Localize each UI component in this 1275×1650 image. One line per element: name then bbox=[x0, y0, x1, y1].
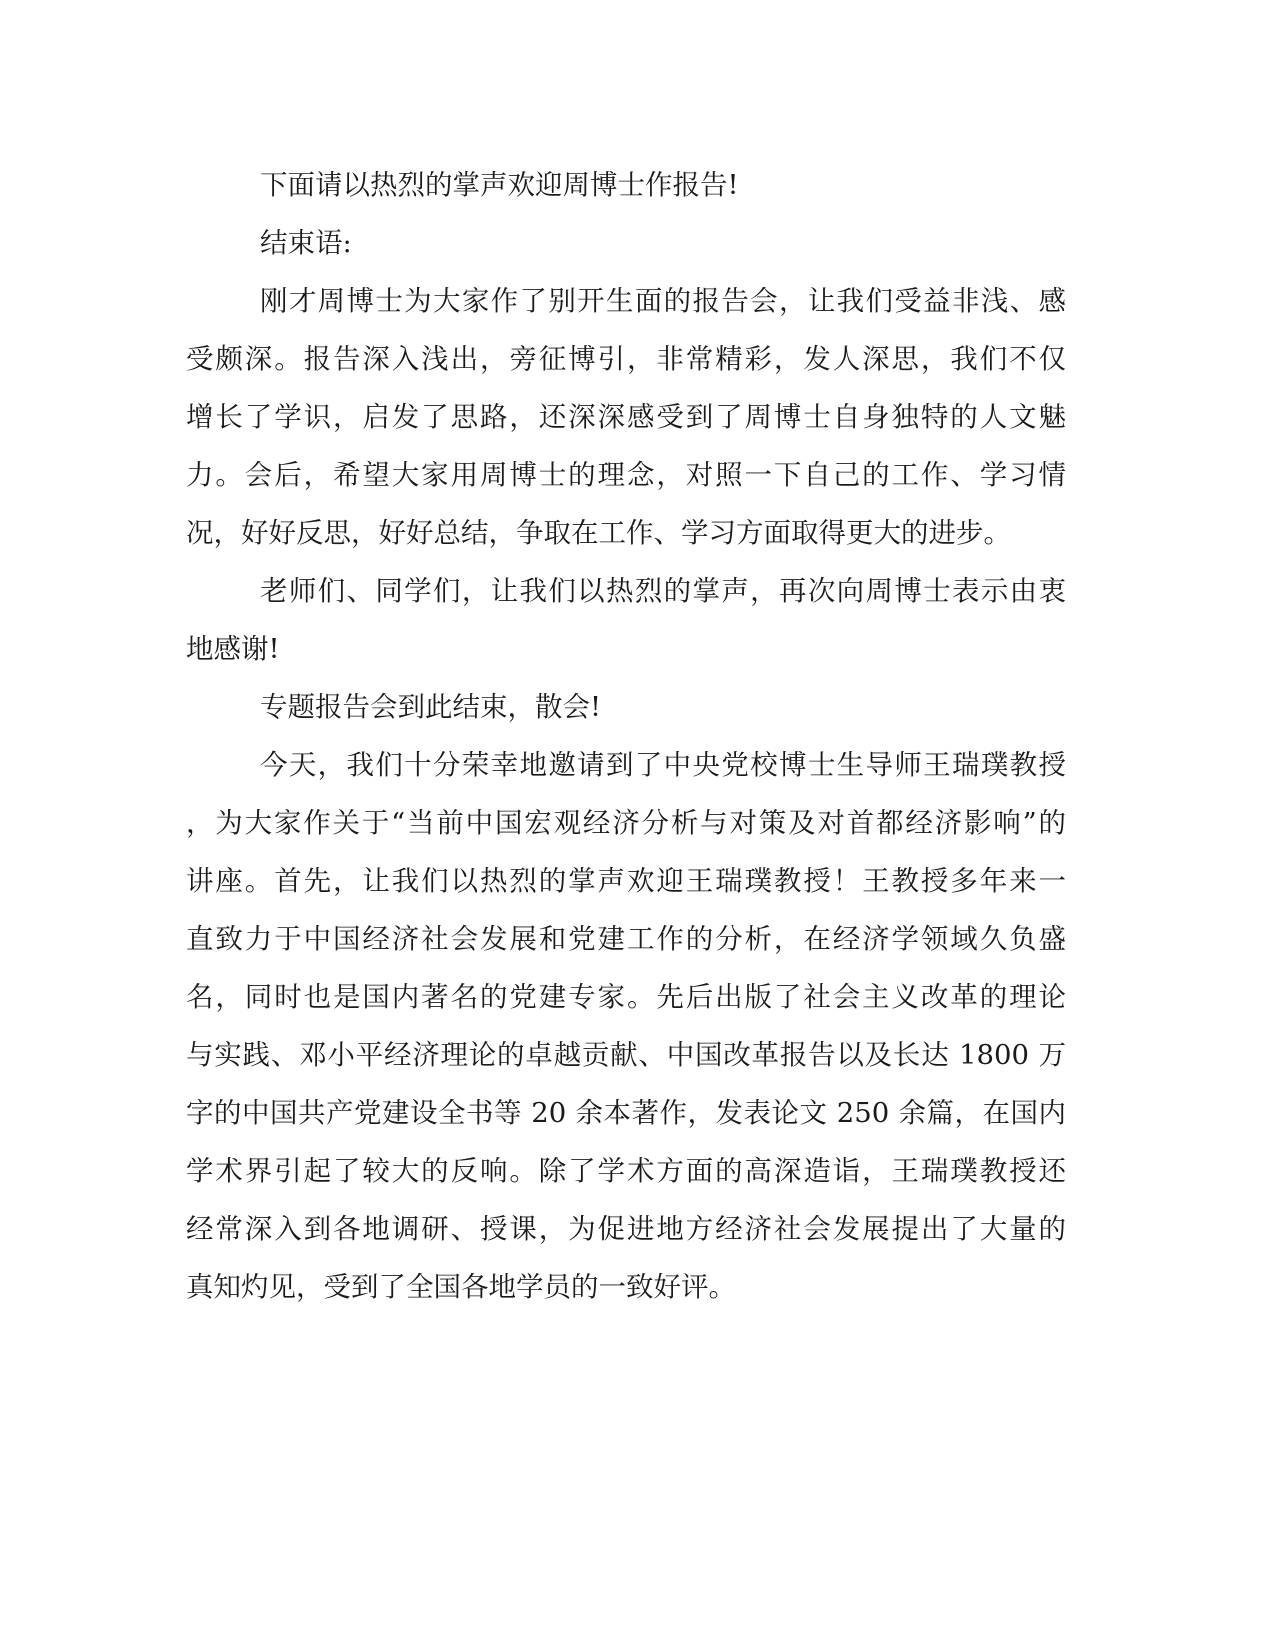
paragraph-line: 地感谢! bbox=[186, 633, 280, 665]
paragraph-line: 增长了学识，启发了思路，还深深感受到了周博士自身独特的人文魅 bbox=[186, 401, 1066, 433]
paragraph-line: 老师们、同学们，让我们以热烈的掌声，再次向周博士表示由衷 bbox=[260, 575, 1066, 607]
paragraph-line: 字的中国共产党建设全书等 20 余本著作，发表论文 250 余篇，在国内 bbox=[186, 1097, 1066, 1129]
paragraph-line: 真知灼见，受到了全国各地学员的一致好评。 bbox=[186, 1271, 736, 1303]
paragraph-line: 下面请以热烈的掌声欢迎周博士作报告! bbox=[260, 169, 739, 201]
paragraph-line: ，为大家作关于“当前中国宏观经济分析与对策及对首都经济影响”的 bbox=[186, 807, 1066, 839]
paragraph-line: 名，同时也是国内著名的党建专家。先后出版了社会主义改革的理论 bbox=[186, 981, 1066, 1013]
paragraph-line: 结束语: bbox=[260, 227, 352, 259]
paragraph-line: 况，好好反思，好好总结，争取在工作、学习方面取得更大的进步。 bbox=[186, 517, 1011, 549]
paragraph-line: 专题报告会到此结束，散会! bbox=[260, 691, 602, 723]
paragraph-line: 受颇深。报告深入浅出，旁征博引，非常精彩，发人深思，我们不仅 bbox=[186, 343, 1066, 375]
paragraph-line: 力。会后，希望大家用周博士的理念，对照一下自己的工作、学习情 bbox=[186, 459, 1066, 491]
paragraph-line: 经常深入到各地调研、授课，为促进地方经济社会发展提出了大量的 bbox=[186, 1213, 1066, 1245]
paragraph-line: 直致力于中国经济社会发展和党建工作的分析，在经济学领域久负盛 bbox=[186, 923, 1066, 955]
paragraph-line: 刚才周博士为大家作了别开生面的报告会，让我们受益非浅、感 bbox=[260, 285, 1066, 317]
paragraph-line: 与实践、邓小平经济理论的卓越贡献、中国改革报告以及长达 1800 万 bbox=[186, 1039, 1066, 1071]
paragraph-line: 学术界引起了较大的反响。除了学术方面的高深造诣，王瑞璞教授还 bbox=[186, 1155, 1066, 1187]
paragraph-line: 讲座。首先，让我们以热烈的掌声欢迎王瑞璞教授！王教授多年来一 bbox=[186, 865, 1066, 897]
paragraph-line: 今天，我们十分荣幸地邀请到了中央党校博士生导师王瑞璞教授 bbox=[260, 749, 1066, 781]
